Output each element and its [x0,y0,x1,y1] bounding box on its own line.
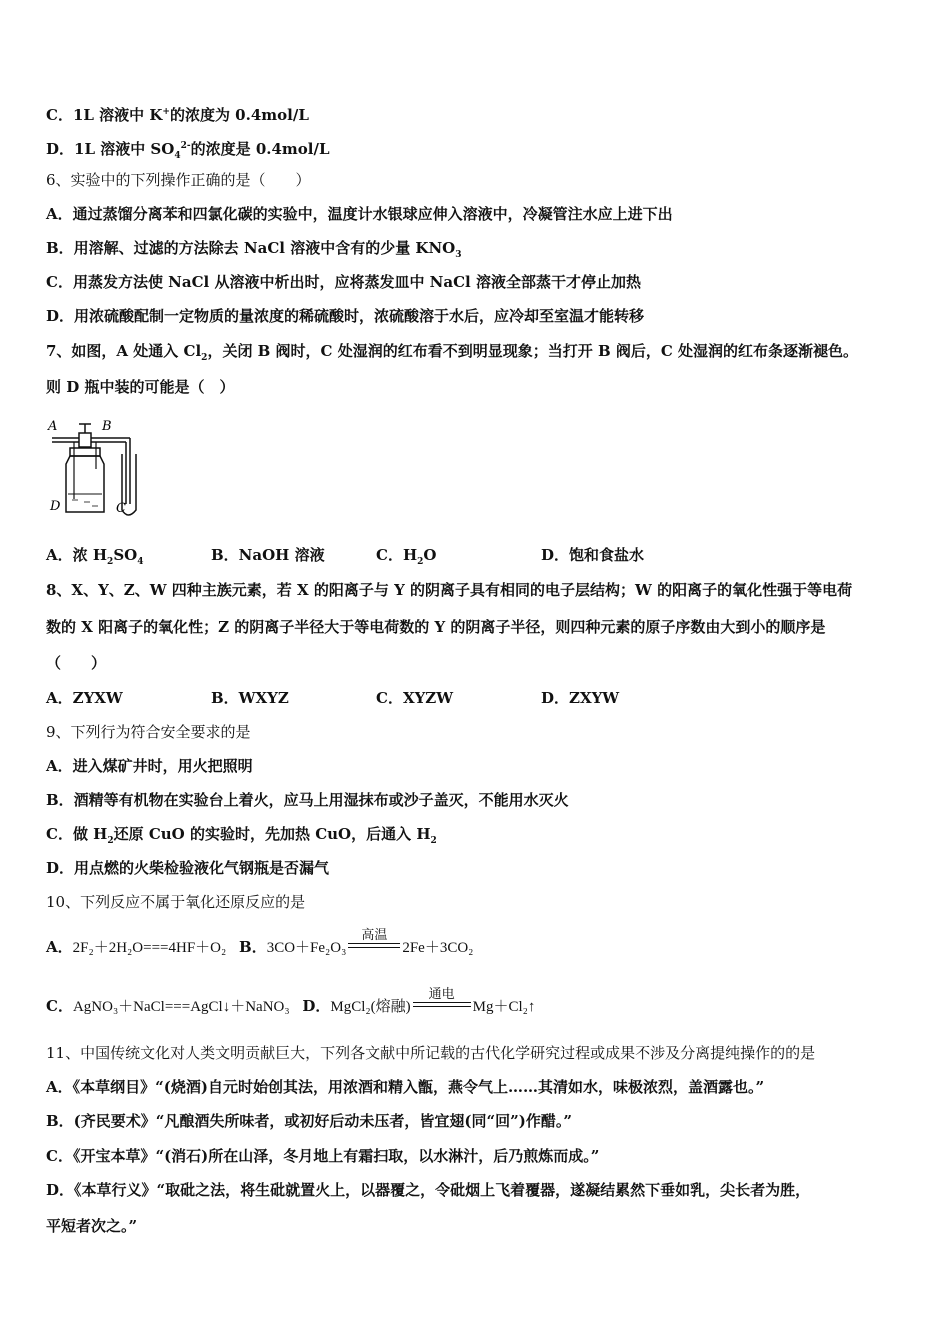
q11-stem: 11、中国传统文化对人类文明贡献巨大，下列各文献中所记载的古代化学研究过程或成果不涉及分离提纯操作的的是 [46,1044,816,1062]
q9-option-c: C．做 $H_2$还原 CuO 的实验时，先加热 CuO，后通入 $H_2$ [46,825,437,846]
q11-option-b: B．(齐民要术》“凡酿酒失所味者，或初好后动未压者，皆宜翅(同“回”)作醋。” [46,1112,572,1130]
q10-option-d-label: D． [302,997,331,1015]
q7-option-d: D．饱和食盐水 [541,546,645,564]
q10-options-cd [46,987,536,1017]
q8-option-a: A．ZYXW [46,689,123,707]
label-d: D [50,499,61,514]
q6-option-b: B．用溶解、过滤的方法除去 NaCl 溶液中含有的少量 $KNO_3$ [46,239,462,260]
label-a: A [48,419,58,434]
q11-option-c: C．《开宝本草》“(消石)所在山泽，冬月地上有霜扫取，以水淋汁，后乃煎炼而成。” [46,1147,600,1165]
label-c: C [116,501,126,516]
q8-option-b: B．WXYZ [211,689,289,707]
bottle-d [66,456,104,512]
q9-option-b: B．酒精等有机物在实验台上着火，应马上用湿抹布或沙子盖灭，不能用水灭火 [46,791,569,809]
q7-apparatus-figure [44,414,154,524]
q10-option-b-arrow [346,928,402,958]
valve-b [79,433,91,447]
q7-option-b: B．NaOH 溶液 [211,546,325,564]
q7-option-a: A．浓 $H_2SO_4$ [46,546,144,567]
q9-option-d: D．用点燃的火柴检验液化气钢瓶是否漏气 [46,859,330,877]
q6-option-c: C．用蒸发方法使 NaCl 从溶液中析出时，应将蒸发皿中 NaCl 溶液全部蒸干才停止加热 [46,273,641,291]
q8-stem-line2: 数的 X 阳离子的氧化性；Z 的阴离子半径大于等电荷数的 Y 的阴离子半径，则四种元素的原子序数由大到小的顺序是 [46,618,826,636]
q10-option-b-products: 2Fe＋3CO₂ [402,940,474,956]
q6-option-a: A．通过蒸馏分离苯和四氯化碳的实验中，温度计水银球应伸入溶液中，冷凝管注水应上进下出 [46,205,673,223]
q7-options [46,545,906,572]
apparatus-svg [44,414,154,524]
q6-option-d: D．用浓硫酸配制一定物质的量浓度的稀硫酸时，浓硫酸溶于水后，应冷却至室温才能转移 [46,307,645,325]
q10-option-b-reactants: 3CO＋Fe₂O₃ [266,940,347,956]
q9-stem: 9、下列行为符合安全要求的是 [46,723,251,741]
q7-stem-line2: 则 D 瓶中装的可能是（ ） [46,378,235,396]
q11-option-d-line2: 平短者次之。” [46,1217,138,1235]
q10-option-d-products: Mg＋Cl₂↑ [472,999,536,1015]
q10-options-ab [46,928,474,958]
q10-option-a-label: A． [46,938,73,956]
q10-stem: 10、下列反应不属于氧化还原反应的是 [46,893,306,911]
q7-option-c: C．$H_2O$ [376,546,437,567]
q10-option-d-reactants: MgCl₂(熔融) [330,999,411,1015]
q10-option-d-condition: 通电 [428,987,455,1002]
q5-option-c: C．1L 溶液中 K+的浓度为 0.4mol/L [46,106,309,124]
q10-option-c-label: C． [46,997,73,1015]
q9-option-a: A．进入煤矿井时，用火把照明 [46,757,253,775]
q8-options [46,688,906,708]
q5-option-d: D．1L 溶液中 $SO_4^{2-}$的浓度是 0.4mol/L [46,140,330,161]
q10-option-b-label: B． [239,938,267,956]
q11-option-a: A．《本草纲目》“(烧酒)自元时始创其法，用浓酒和精入甑，燕令气上……其清如水，味极浓烈，盖酒露也。” [46,1078,765,1096]
q6-stem: 6、实验中的下列操作正确的是（ ） [46,171,311,189]
q7-stem-line1: 7、如图，A 处通入 $Cl_2$，关闭 B 阀时，C 处湿润的红布看不到明显现象；当打开 B 阀后，C 处湿润的红布条逐渐褪色。 [46,342,859,363]
q10-option-c-equation: AgNO₃＋NaCl===AgCl↓＋NaNO₃ [72,999,290,1015]
q10-option-a-equation: 2F₂＋2H₂O===4HF＋O₂ [72,940,227,956]
q10-option-d-arrow [411,987,473,1017]
q8-stem-line3: （ ） [46,654,107,672]
q11-option-d-line1: D．《本草行义》“取砒之法，将生砒就置火上，以器覆之，令砒烟上飞着覆器，遂凝结累然下垂如乳，尖长者为胜， [46,1181,811,1199]
q10-option-b-condition: 高温 [361,928,388,943]
q8-option-d: D．ZXYW [541,689,620,707]
label-b: B [102,419,112,434]
q8-stem-line1: 8、X、Y、Z、W 四种主族元素，若 X 的阳离子与 Y 的阴离子具有相同的电子层结构；W 的阳离子的氧化性强于等电荷 [46,581,853,599]
q8-option-c: C．XYZW [376,689,454,707]
